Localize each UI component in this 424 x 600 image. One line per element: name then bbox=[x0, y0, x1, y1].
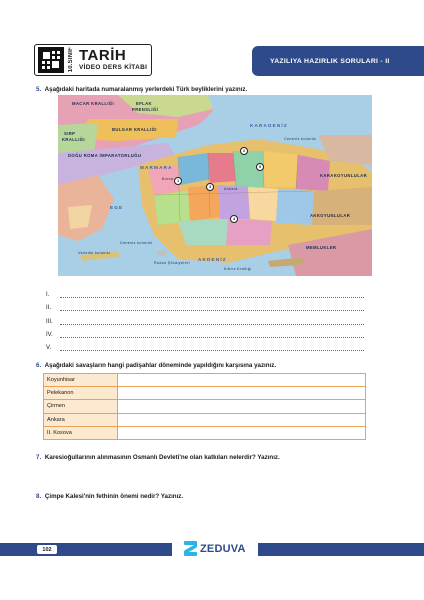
map-label-memluk: MEMLUKLER bbox=[306, 245, 337, 250]
publisher-name: ZEDUVA bbox=[200, 542, 246, 555]
answer-line-1[interactable] bbox=[46, 285, 364, 298]
line-numeral: III. bbox=[46, 318, 53, 325]
map-marker-3: 3 bbox=[206, 183, 214, 191]
map-label-sirp: SIRP bbox=[64, 131, 76, 136]
table-row bbox=[44, 374, 366, 387]
answer-cell[interactable] bbox=[118, 387, 366, 400]
dotted-line bbox=[60, 293, 364, 298]
book-title: TARİH bbox=[79, 47, 127, 65]
map-label-marmara: MARMARA bbox=[140, 165, 173, 170]
answer-line-3[interactable] bbox=[46, 311, 364, 324]
table-row bbox=[44, 387, 366, 400]
map-label-karakoyun: KARAKOYUNLULAR bbox=[320, 173, 368, 178]
dotted-line bbox=[60, 306, 364, 311]
grade-tag: 10.SINIF bbox=[68, 47, 74, 73]
answer-cell[interactable] bbox=[118, 413, 366, 426]
answer-cell[interactable] bbox=[118, 426, 366, 439]
line-numeral: V. bbox=[46, 344, 52, 351]
answer-line-4[interactable] bbox=[46, 325, 364, 338]
map-label-ankara: Ankara bbox=[224, 187, 238, 191]
dotted-line bbox=[60, 346, 364, 351]
map-marker-5: 5 bbox=[256, 163, 264, 171]
map-label-sirp-krl: KRALLIĞI bbox=[62, 137, 85, 142]
table-row bbox=[44, 413, 366, 426]
map-label-ceneviz-south: Ceneviz kolonisi bbox=[120, 241, 153, 245]
map-label-ege: EGE bbox=[110, 205, 124, 210]
book-brand-box bbox=[34, 44, 152, 76]
battles-table bbox=[43, 373, 366, 440]
footer-bar-right bbox=[258, 543, 424, 556]
answer-cell[interactable] bbox=[118, 374, 366, 387]
battle-name: Çirmen bbox=[44, 400, 118, 413]
answer-line-2[interactable] bbox=[46, 298, 364, 311]
answer-lines bbox=[46, 285, 364, 351]
dotted-line bbox=[60, 333, 364, 338]
question-text: Çimpe Kalesi'nin fethinin önemi nedir? Yazınız. bbox=[44, 493, 184, 500]
question-number: 8. bbox=[36, 493, 42, 500]
map-marker-1: 1 bbox=[174, 177, 182, 185]
map-label-bulgar: BULGAR KRALLIĞI bbox=[112, 127, 157, 132]
line-numeral: II. bbox=[46, 305, 52, 312]
map-label-ceneviz-north: Ceneviz kolonisi bbox=[284, 137, 317, 141]
map-label-venedik: Venedik kolonisi bbox=[78, 251, 111, 255]
battle-name: Koyunhisar bbox=[44, 374, 118, 387]
question-6 bbox=[36, 362, 276, 369]
line-numeral: I. bbox=[46, 292, 50, 299]
battle-name: II. Kosova bbox=[44, 426, 118, 439]
question-number: 7. bbox=[36, 454, 42, 461]
map-label-kibris: Kıbrıs Krallığı bbox=[224, 267, 252, 271]
answer-cell[interactable] bbox=[118, 400, 366, 413]
question-5 bbox=[36, 86, 247, 93]
answer-line-5[interactable] bbox=[46, 338, 364, 351]
brand-text bbox=[79, 48, 147, 72]
historical-map bbox=[58, 95, 372, 276]
book-subtitle: VİDEO DERS KİTABI bbox=[79, 64, 148, 72]
question-text: Aşağıdaki haritada numaralanmış yerlerdeki Türk beyliklerini yazınız. bbox=[44, 86, 248, 93]
dotted-line bbox=[60, 320, 364, 325]
section-banner: YAZILIYA HAZIRLIK SORULARI - II bbox=[252, 46, 424, 76]
map-label-prenslik: PRENSLİĞİ bbox=[132, 107, 159, 112]
question-number: 6. bbox=[36, 362, 42, 369]
question-number: 5. bbox=[36, 86, 42, 93]
line-numeral: IV. bbox=[46, 331, 53, 338]
publisher-logo bbox=[184, 541, 246, 556]
page-number: 102 bbox=[37, 545, 57, 554]
map-label-karadeniz: KARADENİZ bbox=[250, 123, 288, 128]
battle-name: Ankara bbox=[44, 413, 118, 426]
qr-code-icon[interactable] bbox=[38, 47, 64, 73]
question-text: Aşağıdaki savaşların hangi padişahlar döneminde yapıldığını karşısına yazınız. bbox=[44, 362, 277, 369]
battle-name: Pelekanon bbox=[44, 387, 118, 400]
map-marker-4: 4 bbox=[230, 215, 238, 223]
question-8 bbox=[36, 493, 183, 500]
question-text: Karesioğullarının alınmasının Osmanlı Devleti'ne olan katkıları nelerdir? Yazınız. bbox=[44, 454, 280, 461]
map-label-bursa: Bursa bbox=[162, 177, 174, 181]
map-label-eflak: EFLAK bbox=[136, 101, 152, 106]
map-label-akdeniz: AKDENİZ bbox=[198, 257, 227, 262]
map-label-dogu-roma: DOĞU ROMA İMPARATORLUĞU bbox=[68, 153, 142, 158]
footer-bar-left bbox=[0, 543, 172, 556]
map-label-akkoyun: AKKOYUNLULAR bbox=[310, 213, 351, 218]
map-label-rodos: Rodos Şövalyeleri bbox=[154, 261, 190, 265]
table-row bbox=[44, 426, 366, 439]
question-7 bbox=[36, 454, 280, 461]
table-row bbox=[44, 400, 366, 413]
page-header bbox=[0, 0, 424, 82]
map-marker-2: 2 bbox=[240, 147, 248, 155]
zeduva-logo-icon bbox=[184, 541, 197, 556]
map-label-macar: MACAR KRALLIĞI bbox=[72, 101, 115, 106]
